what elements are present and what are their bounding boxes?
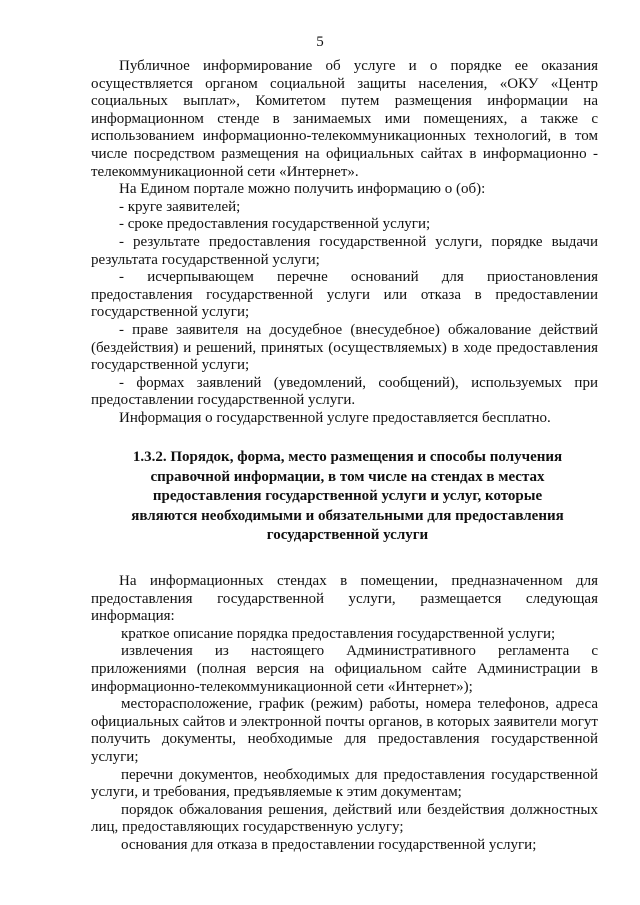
list-item-service-term: - сроке предоставления государственной услуги; — [119, 216, 431, 233]
paragraph-stands-intro: На информационных стендах в помещении, предназначенном для предоставления государственной услуги, размещается следующая информация: — [91, 572, 598, 625]
list-item-service-result: - результате предоставления государственной услуги, порядке выдачи результата государственной услуги; — [91, 233, 598, 268]
list-item-appeal-right: - праве заявителя на досудебное (внесудебное) обжалование действий (бездействия) и решений, принятых (осуществляемых) в ходе предоставления государственной услуги; — [91, 321, 598, 374]
spacer — [91, 546, 598, 573]
stand-item-locations-schedule: месторасположение, график (режим) работы, номера телефонов, адреса официальных сайтов и электронной почты органов, в которых заявители могут получить документы, необходимые для предоставления государственной услуги; — [91, 696, 598, 765]
stand-item-document-lists: перечни документов, необходимых для предоставления государственной услуги, и требования, предъявляемые к этим документам; — [91, 766, 598, 801]
list-item-application-forms: - формах заявлений (уведомлений, сообщений), используемых при предоставлении государственной услуги. — [91, 374, 598, 409]
stand-item-regulation-extracts: извлечения из настоящего Административного регламента с приложениями (полная версия на официальном сайте Администрации в информационно-телекоммуникационной сети «Интернет»); — [91, 643, 598, 695]
paragraph-public-informing: Публичное информирование об услуге и о порядке ее оказания осуществляется органом социальной защиты населения, «ОКУ «Центр социальных выплат», Комитетом путем размещения информации на информационном стенде в занимаемых ими помещениях, а также с использованием информационно-телекоммуникационных технологий, в том числе посредством размещения на официальных сайтах в информационно - телекоммуникационной сети «Интернет». — [91, 58, 598, 180]
paragraph-unified-portal-intro: На Едином портале можно получить информацию о (об): — [119, 181, 486, 198]
section-heading: 1.3.2. Порядок, форма, место размещения и способы получения справочной информации, в том числе на стендах в местах предоставления государственной услуги и услуг, которые являются необходимыми и обязательными для предоставления государственной услуги — [131, 449, 564, 544]
spacer — [91, 427, 598, 448]
list-item-applicants: - круге заявителей; — [119, 198, 241, 215]
page-number: 5 — [316, 34, 324, 50]
paragraph-free-information: Информация о государственной услуге предоставляется бесплатно. — [119, 409, 551, 426]
stand-item-appeal-procedure: порядок обжалования решения, действий или бездействия должностных лиц, предоставляющих государственную услугу; — [91, 801, 598, 836]
document-body — [91, 58, 598, 854]
list-item-suspension-grounds: - исчерпывающем перечне оснований для приостановления предоставления государственной услуги или отказа в предоставлении государственной услуги; — [91, 269, 598, 321]
stand-item-refusal-grounds: основания для отказа в предоставлении государственной услуги; — [121, 836, 537, 853]
stand-item-procedure-summary: краткое описание порядка предоставления государственной услуги; — [121, 625, 556, 642]
